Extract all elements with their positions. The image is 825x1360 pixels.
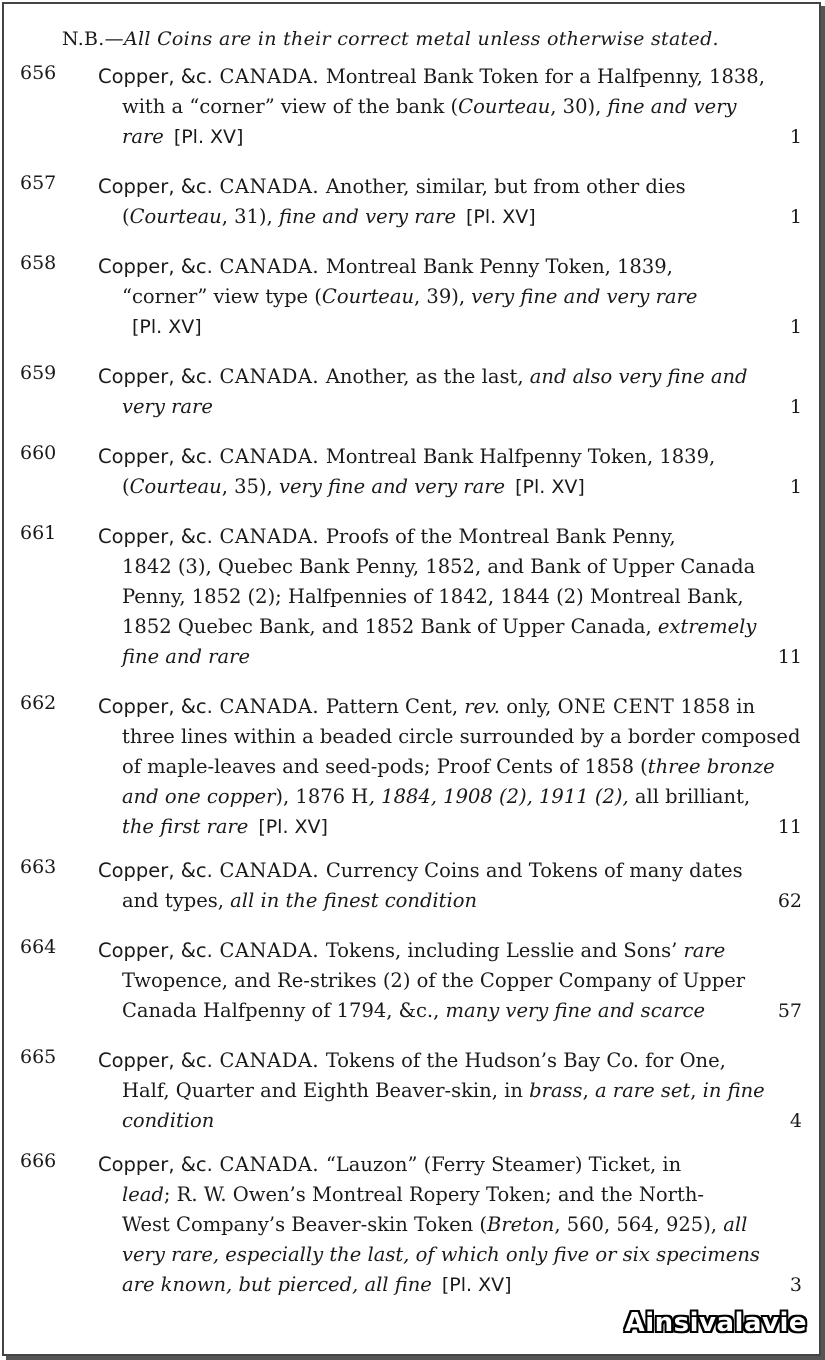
lot-line-text xyxy=(122,752,775,782)
lot-description xyxy=(98,936,802,1026)
italic-text: three bronze xyxy=(647,755,775,778)
lot-line-text xyxy=(122,92,737,122)
lot-line-text xyxy=(122,312,202,342)
text-segment: , 560, 564, 925), xyxy=(554,1213,724,1236)
lot-line-text xyxy=(98,62,765,92)
lot-line xyxy=(98,252,802,282)
text-segment: Tokens, including Lesslie and Sons’ xyxy=(325,939,684,962)
lot-quantity: 62 xyxy=(777,890,802,912)
lot-line-text xyxy=(98,522,676,552)
lot-description xyxy=(98,442,802,502)
metal-label: Copper, &c. xyxy=(98,255,213,278)
text-segment: “Lauzon” (Ferry Steamer) Ticket, in xyxy=(325,1153,682,1176)
lot-number: 658 xyxy=(20,252,57,274)
italic-text: and also very fine and xyxy=(529,365,748,388)
lot-line xyxy=(98,582,802,612)
lot-description xyxy=(98,1150,802,1300)
lot-description xyxy=(98,62,802,152)
lot-quantity: 3 xyxy=(789,1274,802,1296)
lot-quantity: 57 xyxy=(777,1000,802,1022)
inscription: H xyxy=(351,785,369,808)
text-segment: 1852 Quebec Bank, and 1852 Bank of Upper Canada, xyxy=(122,615,658,638)
text-segment: Half, Quarter and Eighth Beaver-skin, in xyxy=(122,1079,530,1102)
lot-line-text xyxy=(98,172,686,202)
country-label: CANADA. xyxy=(212,525,326,548)
lot-description xyxy=(98,856,802,916)
metal-label: Copper, &c. xyxy=(98,525,213,548)
lot-line-text xyxy=(122,1180,704,1210)
metal-label: Copper, &c. xyxy=(98,1153,213,1176)
metal-label: Copper, &c. xyxy=(98,65,213,88)
lot-line-text xyxy=(122,1240,760,1270)
italic-text: fine and rare xyxy=(122,645,250,668)
text-segment: Penny, 1852 (2); Halfpennies of 1842, 1844 (2) Montreal Bank, xyxy=(122,585,744,608)
plate-reference: [Pl. XV] xyxy=(441,1274,512,1296)
lot-number: 665 xyxy=(20,1046,57,1068)
italic-text: brass xyxy=(529,1079,583,1102)
text-segment: West Company’s Beaver-skin Token ( xyxy=(122,1213,488,1236)
lot-description xyxy=(98,252,802,342)
lot-line xyxy=(98,856,802,886)
text-segment: Tokens of the Hudson’s Bay Co. for One, xyxy=(325,1049,726,1072)
nb-text: All Coins are in their correct metal unless otherwise stated. xyxy=(123,28,719,50)
italic-text: all in the finest condition xyxy=(230,889,478,912)
italic-text: Courteau xyxy=(458,95,551,118)
italic-text: and one copper xyxy=(122,785,276,808)
frame-shadow-right xyxy=(821,6,825,1360)
italic-text: a rare set xyxy=(594,1079,691,1102)
text-segment: Montreal Bank Token for a Halfpenny, 1838, xyxy=(325,65,765,88)
text-segment: Montreal Bank Penny Token, 1839, xyxy=(325,255,673,278)
text-segment: with a “corner” view of the bank ( xyxy=(122,95,459,118)
italic-text: Courteau xyxy=(129,475,222,498)
metal-label: Copper, &c. xyxy=(98,175,213,198)
lot-line xyxy=(98,392,802,422)
text-segment: 1842 (3), Quebec Bank Penny, 1852, and Bank of Upper Canada xyxy=(122,555,756,578)
lot-line-text xyxy=(122,1270,512,1300)
text-segment: , 31), xyxy=(221,205,279,228)
plate-reference: [Pl. XV] xyxy=(132,316,202,338)
lot-line xyxy=(98,552,802,582)
lot-line xyxy=(98,442,802,472)
text-segment: Pattern Cent, xyxy=(325,695,465,718)
lot-line xyxy=(98,1076,802,1106)
lot-description xyxy=(98,362,802,422)
lot-line xyxy=(98,1180,802,1210)
inscription: ONE CENT xyxy=(557,695,675,718)
text-segment: ), 1876 xyxy=(275,785,352,808)
text-segment: Currency Coins and Tokens of many dates xyxy=(325,859,743,882)
lot-line xyxy=(98,472,802,502)
lot-line xyxy=(98,886,802,916)
lot-line-text xyxy=(122,582,744,612)
lot-line xyxy=(98,782,802,812)
italic-text: rev. xyxy=(464,695,500,718)
lot-line xyxy=(98,122,802,152)
lot-line-text xyxy=(122,722,800,752)
italic-text: Courteau xyxy=(321,285,415,308)
text-segment: , 30), xyxy=(550,95,608,118)
lot-quantity: 1 xyxy=(789,206,802,228)
italic-text: fine and very xyxy=(607,95,737,118)
lot-quantity: 11 xyxy=(777,646,802,668)
lot-line-text xyxy=(122,782,750,812)
lot-description xyxy=(98,1046,802,1136)
lot-line xyxy=(98,996,802,1026)
nb-prefix: N.B.— xyxy=(62,28,124,50)
metal-label: Copper, &c. xyxy=(98,445,213,468)
italic-text: condition xyxy=(122,1109,215,1132)
italic-text: extremely xyxy=(657,615,757,638)
lot-line-text xyxy=(122,996,705,1026)
metal-label: Copper, &c. xyxy=(98,1049,213,1072)
italic-text: Courteau xyxy=(129,205,222,228)
lot-line-text xyxy=(122,122,243,152)
lot-line xyxy=(98,692,802,722)
lot-number: 659 xyxy=(20,362,57,384)
lot-line xyxy=(98,362,802,392)
lot-line xyxy=(98,92,802,122)
lot-quantity: 1 xyxy=(789,316,802,338)
text-segment: Twopence, and Re-strikes (2) of the Copper Company of Upper xyxy=(122,969,746,992)
lot-line-text xyxy=(98,856,743,886)
lot-line-text xyxy=(98,1046,726,1076)
country-label: CANADA. xyxy=(212,939,326,962)
text-segment: , xyxy=(582,1079,595,1102)
italic-text: many very fine and scarce xyxy=(445,999,706,1022)
italic-text: very fine and very rare xyxy=(278,475,506,498)
italic-text: are known, but pierced, all fine xyxy=(122,1273,432,1296)
lot-line-text xyxy=(98,442,715,472)
country-label: CANADA. xyxy=(212,175,326,198)
text-segment: ; R. W. Owen’s Montreal Ropery Token; and the North- xyxy=(163,1183,704,1206)
lot-number: 663 xyxy=(20,856,57,878)
lot-number: 660 xyxy=(20,442,57,464)
country-label: CANADA. xyxy=(212,859,326,882)
italic-text: lead xyxy=(122,1183,164,1206)
metal-label: Copper, &c. xyxy=(98,365,213,388)
lot-line xyxy=(98,1240,802,1270)
lot-line xyxy=(98,722,802,752)
lot-description xyxy=(98,692,802,842)
lot-line xyxy=(98,1106,802,1136)
italic-text: fine and very rare xyxy=(278,205,457,228)
text-segment: ( xyxy=(122,475,130,498)
lot-line-text xyxy=(122,472,585,502)
text-segment: “corner” view type ( xyxy=(122,285,322,308)
country-label: CANADA. xyxy=(212,445,326,468)
italic-text: all xyxy=(723,1213,748,1236)
lot-line-text xyxy=(122,552,755,582)
lot-line-text xyxy=(122,642,250,672)
country-label: CANADA. xyxy=(212,1153,326,1176)
text-segment: of maple-leaves and seed-pods; Proof Cents of 1858 ( xyxy=(122,755,648,778)
lot-line-text xyxy=(98,362,748,392)
lot-line-text xyxy=(98,936,725,966)
metal-label: Copper, &c. xyxy=(98,939,213,962)
lot-number: 661 xyxy=(20,522,57,544)
lot-line xyxy=(98,172,802,202)
italic-text: in fine xyxy=(702,1079,765,1102)
italic-text: rare xyxy=(683,939,726,962)
lot-number: 664 xyxy=(20,936,57,958)
lot-number: 657 xyxy=(20,172,57,194)
lot-line-text xyxy=(122,612,756,642)
text-segment: Proofs of the Montreal Bank Penny, xyxy=(325,525,676,548)
metal-label: Copper, &c. xyxy=(98,859,213,882)
italic-text: rare xyxy=(122,125,164,148)
plate-reference: [Pl. XV] xyxy=(258,816,328,838)
lot-quantity: 11 xyxy=(777,816,802,838)
lot-number: 662 xyxy=(20,692,57,714)
country-label: CANADA. xyxy=(212,65,326,88)
lot-line-text xyxy=(122,1106,214,1136)
country-label: CANADA. xyxy=(212,365,326,388)
italic-text: , 1884, 1908 (2), 1911 (2), xyxy=(368,785,635,808)
country-label: CANADA. xyxy=(212,695,326,718)
plate-reference: [Pl. XV] xyxy=(466,206,536,228)
italic-text: the first rare xyxy=(122,815,249,838)
watermark: Ainsivalavie xyxy=(624,1308,807,1338)
italic-text: Breton xyxy=(487,1213,555,1236)
lot-line xyxy=(98,812,802,842)
lot-line xyxy=(98,522,802,552)
text-segment: Montreal Bank Halfpenny Token, 1839, xyxy=(325,445,716,468)
lot-line xyxy=(98,282,802,312)
country-label: CANADA. xyxy=(212,1049,326,1072)
plate-reference: [Pl. XV] xyxy=(173,126,244,148)
text-segment: ( xyxy=(122,205,130,228)
lot-line-text xyxy=(122,202,536,232)
frame-shadow-bottom xyxy=(6,1356,825,1360)
lot-line xyxy=(98,1046,802,1076)
lot-line-text xyxy=(98,252,673,282)
text-segment: , 39), xyxy=(414,285,472,308)
lot-line xyxy=(98,752,802,782)
lot-line xyxy=(98,312,802,342)
lot-number: 666 xyxy=(20,1150,57,1172)
lot-quantity: 1 xyxy=(789,476,802,498)
lot-line xyxy=(98,62,802,92)
lot-line xyxy=(98,1270,802,1300)
text-segment: Canada Halfpenny of 1794, &c., xyxy=(122,999,446,1022)
lot-line-text xyxy=(122,392,213,422)
lot-line xyxy=(98,1210,802,1240)
lot-line-text xyxy=(122,1210,747,1240)
lot-quantity: 1 xyxy=(789,126,802,148)
plate-reference: [Pl. XV] xyxy=(515,476,585,498)
text-segment: Another, as the last, xyxy=(325,365,530,388)
lot-line xyxy=(98,202,802,232)
lot-description xyxy=(98,522,802,672)
nb-note xyxy=(62,28,719,50)
lot-line-text xyxy=(122,966,745,996)
metal-label: Copper, &c. xyxy=(98,695,213,718)
lot-line xyxy=(98,1150,802,1180)
text-segment: 1858 in xyxy=(674,695,756,718)
text-segment: , xyxy=(690,1079,703,1102)
lot-line-text xyxy=(98,692,755,722)
lot-line-text xyxy=(122,886,477,916)
lot-description xyxy=(98,172,802,232)
lot-line xyxy=(98,966,802,996)
lot-line-text xyxy=(122,282,697,312)
country-label: CANADA. xyxy=(212,255,326,278)
lot-quantity: 1 xyxy=(789,396,802,418)
lot-number: 656 xyxy=(20,62,57,84)
lot-line xyxy=(98,936,802,966)
lot-line-text xyxy=(98,1150,681,1180)
lot-line-text xyxy=(122,812,328,842)
italic-text: very rare xyxy=(122,395,213,418)
text-segment: Another, similar, but from other dies xyxy=(325,175,686,198)
text-segment: , 35), xyxy=(221,475,279,498)
text-segment: all brilliant, xyxy=(634,785,751,808)
text-segment: only, xyxy=(500,695,558,718)
lot-line xyxy=(98,612,802,642)
italic-text: very rare, especially the last, of which only five or six specimens xyxy=(122,1243,760,1266)
italic-text: very fine and very rare xyxy=(471,285,698,308)
text-segment: three lines within a beaded circle surrounded by a border composed xyxy=(122,725,801,748)
lot-line xyxy=(98,642,802,672)
text-segment: and types, xyxy=(122,889,231,912)
lot-quantity: 4 xyxy=(789,1110,802,1132)
lot-line-text xyxy=(122,1076,765,1106)
